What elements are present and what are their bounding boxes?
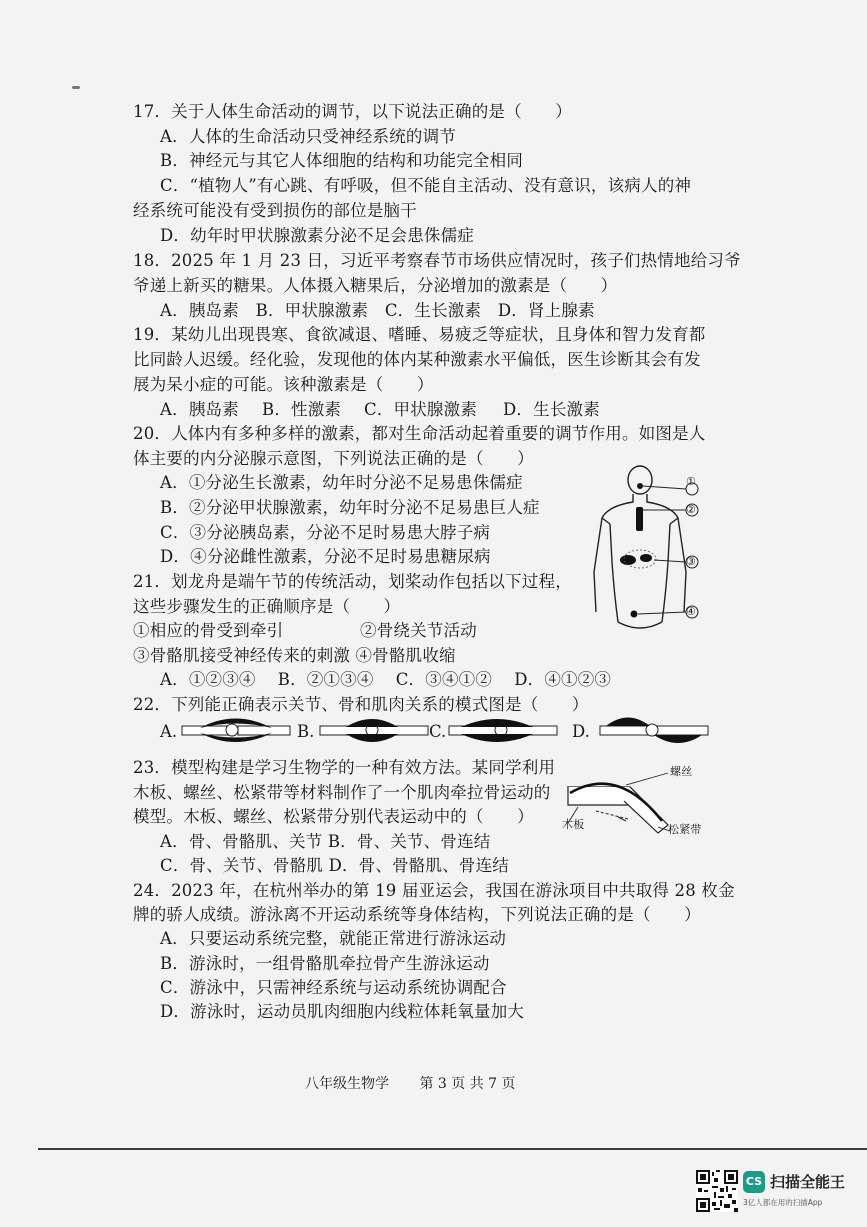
- page-footer: [305, 1073, 542, 1093]
- q24-option-b: B．游泳时，一组骨骼肌牵拉骨产生游泳运动: [160, 954, 490, 973]
- q22-stem: 22．下列能正确表示关节、骨和肌肉关系的模式图是（ ）: [133, 695, 589, 714]
- fig-label-1: ①: [686, 475, 697, 488]
- scan-speck: [72, 86, 80, 89]
- q17-option-a: A．人体的生命活动只受神经系统的调节: [160, 127, 457, 146]
- q22-label-b: B.: [297, 722, 315, 741]
- q17-option-d: D．幼年时甲状腺激素分泌不足会患侏儒症: [160, 226, 475, 245]
- q23-label-screw: 螺丝: [670, 765, 693, 778]
- q23-stem-cont: 木板、螺丝、松紧带等材料制作了一个肌肉牵拉骨运动的: [133, 783, 551, 802]
- q21-step-2: ②骨绕关节活动: [360, 621, 477, 640]
- q21-stem-cont: 这些步骤发生的正确顺序是（ ）: [133, 597, 401, 616]
- q18-stem-cont: 爷递上新买的糖果。人体摄入糖果后，分泌增加的激素是（ ）: [133, 276, 618, 295]
- q22-label-d: D.: [572, 722, 590, 741]
- joint-diagram-d: [598, 713, 710, 749]
- q24-stem: 24．2023 年，在杭州举办的第 19 届亚运会，我国在游泳项目中共取得 28 枚金: [133, 881, 735, 900]
- qr-code-icon: [696, 1170, 738, 1212]
- q21-options: A．①②③④ B．②①③④ C．③④①② D．④①②③: [160, 670, 612, 689]
- q22-label-c: C.: [429, 722, 447, 741]
- joint-diagram-a: [180, 713, 292, 749]
- scan-bottom-rule: [38, 1148, 867, 1150]
- q18-options: A．胰岛素 B．甲状腺激素 C．生长激素 D．肾上腺素: [160, 301, 595, 320]
- q17-stem: 17．关于人体生命活动的调节，以下说法正确的是（ ）: [133, 102, 572, 121]
- q21-step-1: ①相应的骨受到牵引: [133, 621, 284, 640]
- q20-option-a: A．①分泌生长激素，幼年时分泌不足易患侏儒症: [160, 473, 523, 492]
- joint-diagram-c: [447, 713, 559, 749]
- q23-label-band: 松紧带: [668, 823, 702, 836]
- q17-option-b: B．神经元与其它人体细胞的结构和功能完全相同: [160, 151, 524, 170]
- q21-steps-3-4: ③骨骼肌接受神经传来的刺激 ④骨骼肌收缩: [133, 646, 456, 665]
- q20-option-c: C．③分泌胰岛素，分泌不足时易患大脖子病: [160, 523, 491, 542]
- footer-page-number: 第 3 页 共 7 页: [419, 1076, 516, 1092]
- q19-stem-cont: 比同龄人迟缓。经化验，发现他的体内某种激素水平偏低，医生诊断其会有发: [133, 350, 701, 369]
- q24-option-d: D．游泳时，运动员肌肉细胞内线粒体耗氧量加大: [160, 1002, 525, 1021]
- watermark-tagline: 3亿人都在用的扫描App: [743, 1198, 823, 1207]
- q20-stem: 20．人体内有多种多样的激素，都对生命活动起着重要的调节作用。如图是人: [133, 424, 706, 443]
- q24-option-a: A．只要运动系统完整，就能正常进行游泳运动: [160, 929, 507, 948]
- q23-options-ab: A．骨、骨骼肌、关节 B．骨、关节、骨连结: [160, 832, 491, 851]
- q17-option-c-cont: 经系统可能没有受到损伤的部位是脑干: [133, 201, 417, 220]
- q19-stem: 19．某幼儿出现畏寒、食欲减退、嗜睡、易疲乏等症状，且身体和智力发育都: [133, 325, 706, 344]
- q19-option-d: D．生长激素: [503, 400, 600, 419]
- q23-label-board: 木板: [562, 818, 585, 831]
- joint-diagram-b: [318, 713, 430, 749]
- q20-stem-cont: 体主要的内分泌腺示意图，下列说法正确的是（ ）: [133, 449, 534, 468]
- scanner-watermark: [743, 1170, 853, 1212]
- q19-option-c: C．甲状腺激素: [364, 400, 478, 419]
- q20-option-d: D．④分泌雌性激素，分泌不足时易患糖尿病: [160, 547, 491, 566]
- q24-option-c: C．游泳中，只需神经系统与运动系统协调配合: [160, 978, 507, 997]
- fig-label-4: ④: [686, 605, 697, 618]
- q23-stem-cont2: 模型。木板、螺丝、松紧带分别代表运动中的（ ）: [133, 807, 534, 826]
- fig-label-3: ③: [686, 555, 697, 568]
- q24-stem-cont: 牌的骄人成绩。游泳离不开运动系统等身体结构，下列说法正确的是（ ）: [133, 905, 701, 924]
- q19-option-a: A．胰岛素: [160, 400, 239, 419]
- q22-label-a: A.: [160, 722, 178, 741]
- q17-option-c: C．“植物人”有心跳、有呼吸，但不能自主活动、没有意识，该病人的神: [160, 176, 692, 195]
- footer-subject: 八年级生物学: [305, 1076, 389, 1092]
- q20-option-b: B．②分泌甲状腺激素，幼年时分泌不足易患巨人症: [160, 498, 540, 517]
- q23-options-cd: C．骨、关节、骨骼肌 D．骨、骨骼肌、骨连结: [160, 856, 509, 875]
- fig-label-2: ②: [686, 503, 697, 516]
- q18-stem: 18．2025 年 1 月 23 日，习近平考察春节市场供应情况时，孩子们热情地给习爷: [133, 251, 741, 270]
- q23-stem: 23．模型构建是学习生物学的一种有效方法。某同学利用: [133, 758, 556, 777]
- q21-stem: 21．划龙舟是端午节的传统活动，划桨动作包括以下过程，: [133, 572, 572, 591]
- q19-option-b: B．性激素: [262, 400, 342, 419]
- watermark-name: 扫描全能王: [770, 1173, 846, 1191]
- q19-stem-cont2: 展为呆小症的可能。该种激素是（ ）: [133, 375, 434, 394]
- camscanner-logo-icon: CS: [743, 1171, 765, 1193]
